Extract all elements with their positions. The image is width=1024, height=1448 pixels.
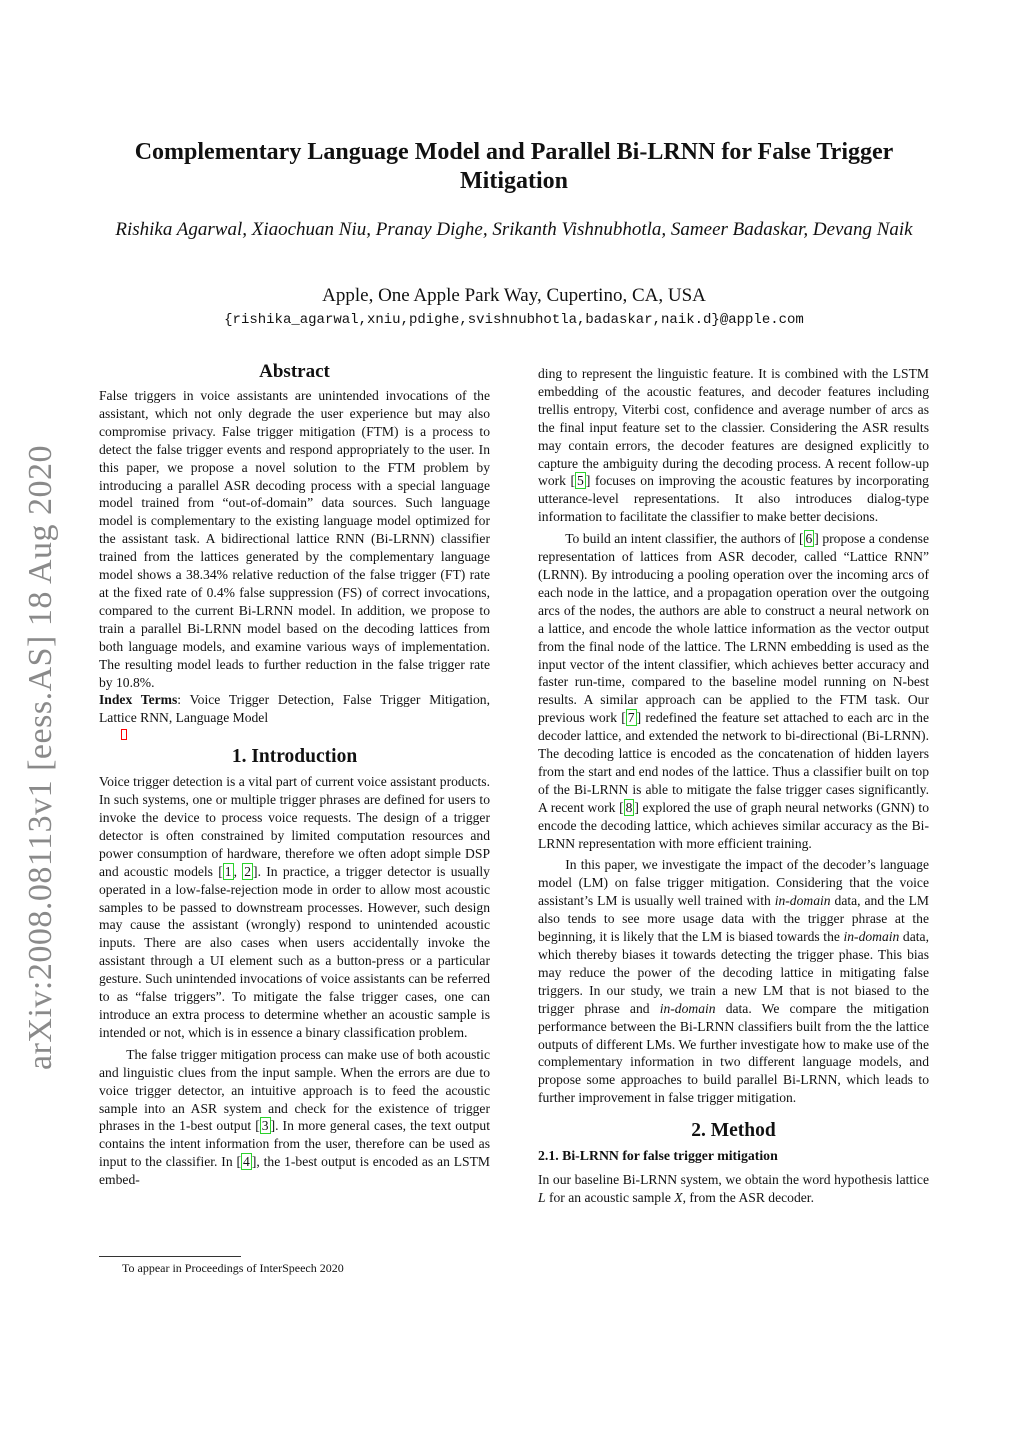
right-p4-text-c: , from the ASR decoder. [682,1190,814,1206]
right-p3-text-d: data. We compare the mitigation performance between the Bi-LRNN classifiers built from the the lattice outputs of different LMs. We further investigate how to make use of the complementary information in two different language models, and propose some approaches to build parallel Bi-LRNN, which leads to further improvement in false trigger mitigation. [538,1000,929,1106]
right-p2-text-cont: propose a condense representation of lattices from ASR decoder, called “Lattice RNN” (LRNN). By introducing a pooling operation over the incoming arcs of each node in the lattice, and a propagation operation over the outgoing arcs of the nodes, the authors are able to construct a neural network on a lattice, and encode the whole lattice information as the vector output from the final node of the lattice. The LRNN embedding is used as the input vector of the intent classifier, which achieves better accuracy and faster run-time, compared to the baseline model running on N-best results. A similar approach can be applied to the FTM task. Our previous work [538,531,929,726]
intro-p2-text-end: , the 1-best output is encoded as an LSTM embed- [99,1154,491,1188]
citation-1[interactable]: 1 [224,863,232,879]
math-L: L [538,1190,546,1206]
intro-heading: 1. Introduction [231,746,358,768]
affiliation: Apple, One Apple Park Way, Cupertino, CA, USA [322,285,706,306]
intro-p2-text: The false trigger mitigation process can make use of both acoustic and linguistic clues from the input sample. When the errors are due to voice trigger detector, an intuitive approach is to feed the acoustic sample into an ASR system and check for the existence of trigger phrases in the 1-best output [99,1046,490,1134]
right-p3-text-c: data, which thereby biases it towards detecting the trigger phase. This bias may reduce the power of the decoding lattice in mitigating false triggers. In our study, we train a new LM that is not biased to the trigger phrase and [538,929,929,1016]
abstract-text: False triggers in voice assistants are unintended invocations of the assistant, which not only degrade the user experience but may also compromise privacy. False trigger mitigation (FTM) is a process to detect the false trigger events and respond appropriately to the user. In this paper, we propose a novel solution to the FTM problem by introducing a parallel ASR decoding process with a special language model trained from “out-of-domain” data sources. Such language model is complementary to the existing language model optimized for the assistant task. A bidirectional lattice RNN (Bi-LRNN) classifier trained from the lattices generated by the complementary language model shows a 38.34% relative reduction of the false trigger (FT) rate at the fixed rate of 0.4% false suppression (FS) of correct invocations, compared to the current Bi-LRNN model. In addition, we propose to train a parallel Bi-LRNN model based on the decoding lattices from both language models, and examine various ways of implementation. The resulting model leads to further reduction in the false trigger rate by 10.8%. [99,388,490,690]
citation-2[interactable]: 2 [244,863,252,879]
citation-7[interactable]: 7 [627,710,635,726]
footnote: To appear in Proceedings of InterSpeech 2020 [122,1261,344,1275]
right-p2-text: To build an intent classifier, the authors of [565,531,799,547]
right-paragraph-1: ding to represent the linguistic feature. It is combined with the LSTM embedding of the acoustic features, and decoder features including trellis entropy, Viterbi cost, confidence and average number of arcs as the final input feature set to the classier. Considering the ASR results may contain errors, the decoder features are designed explicitly to capture the ambiguity during the decoding process. A recent follow-up work [ 5 ] focuses on improving the acoustic features by incorporating utterance-level representations. It also introduces dialog-type information to facilitate the classifier to make better decisions. [538,366,929,525]
citation-8[interactable]: 8 [625,799,633,815]
right-column [538,365,929,1207]
intro-p1-text-cont: . In practice, a trigger detector is usually operated in a low-false-rejection mode in order to allow most acoustic samples to be passed to downstream processes. However, such design may cause the assistant (wrongly) respond to unintended acoustic inputs. There are also cases when users accidentally invoke the assistant through a UI element such as a button-press or a particular gesture. Such unintended invocations of voice assistants can be referred to as “false triggers”. To mitigate the false trigger cases, one can introduce an extra process to determine whether an acoustic sample is intended or not, which is in essence a binary classification problem. [99,863,490,1040]
right-p3-text-b: data, and the LM also tends to see more usage data with the trigger phrase at the beginning, it is likely that the LM is biased towards the [538,893,929,945]
right-p4-text: In our baseline Bi-LRNN system, we obtain the word hypothesis lattice [538,1172,929,1188]
right-p2-text-mid: redefined the feature set attached to each arc in the decoder lattice, and extended the network to bi-directional (Bi-LRNN). The decoding lattice is encoded as the concatenation of hidden layers from the start and end nodes of the lattice. Thus a classifier built on top of the Bi-LRNN is able to mitigate the false trigger cases significantly. A recent work [538,710,929,815]
index-terms-label: Index Terms [99,692,178,708]
citation-3[interactable]: 3 [261,1118,269,1134]
citation-6[interactable]: 6 [805,531,813,547]
right-p1-text-cont: focuses on improving the acoustic features by incorporating utterance-level representations. It also introduces dialog-type information to facilitate the classifier to make better decisions. [538,473,929,525]
right-paragraph-3 [538,856,929,1107]
author-list: Rishika Agarwal, Xiaochuan Niu, Pranay Dighe, Srikanth Vishnubhotla, Sameer Badaskar, Devang Naik [115,219,913,240]
index-terms-text: : Voice Trigger Detection, False Trigger Mitigation, Lattice RNN, Language Model [99,692,490,726]
abstract-heading: Abstract [259,361,330,382]
left-column [99,360,490,1189]
intro-paragraph-1: Voice trigger detection is a vital part of current voice assistant products. In such systems, one or multiple trigger phrases are defined for users to invoke the device to process voice requests. The design of a trigger detector is often constrained by limited computation resources and power consumption of hardware, therefore we often adopt simple DSP and acoustic models [ 1 , 2 ]. In practice, a trigger detector is usually operated in a low-false-rejection mode in order to allow most acoustic samples to be passed to downstream processes. However, such design may cause the assistant (wrongly) respond to unintended acoustic inputs. There are also cases when users accidentally invoke the assistant through a UI element such as a button-press or a particular gesture. Such unintended invocations of voice assistants can be referred to as “false triggers”. To mitigate the false trigger cases, one can introduce an extra process to determine whether an acoustic sample is intended or not, which is in essence a binary classification problem. [99,774,490,1040]
red-marker [121,729,127,740]
italic-in-domain-2: in-domain [843,929,900,945]
citation-separator: , [233,863,243,879]
subsection-heading: 2.1. Bi-LRNN for false trigger mitigation [538,1148,778,1164]
intro-paragraph-2: The false trigger mitigation process can make use of both acoustic and linguistic clues from the input sample. When the errors are due to voice trigger detector, an intuitive approach is to feed the acoustic sample into an ASR system and check for the existence of trigger phrases in the 1-best output [ 3 ]. In more general cases, the text output contains the intent information from the user, therefore can be used as input to the classifier. In [ 4 ], the 1-best output is encoded as an LSTM embed- [99,1046,491,1188]
footnote-rule [99,1256,241,1257]
right-p4-text-b: for an acoustic sample [545,1190,675,1206]
right-p2-text-end: explored the use of graph neural networks (GNN) to encode the decoding lattice, which achieves similar accuracy as the Bi-LRNN representation with more efficient training. [538,799,929,851]
right-p1-text: ding to represent the linguistic feature. It is combined with the LSTM embedding of the acoustic features, and decoder features including trellis entropy, Viterbi cost, confidence and average number of arcs as the final input feature set to the classier. Considering the ASR results may contain errors, the decoder features are designed explicitly to capture the ambiguity during the decoding process. A recent follow-up work [538,366,929,489]
citation-4[interactable]: 4 [243,1154,250,1170]
arxiv-identifier: arXiv:2008.08113v1 [eess.AS] 18 Aug 2020 [22,444,59,1070]
index-terms [99,691,490,727]
author-emails: {rishika_agarwal,xniu,pdighe,svishnubhotla,badaskar,naik.d}@apple.com [224,312,804,328]
method-heading: 2. Method [691,1120,776,1142]
red-marker-row [99,727,490,743]
right-paragraph-4 [538,1171,929,1207]
intro-p2-text-cont: . In more general cases, the text output contains the intent information from the user, therefore can be used as input to the classifier. In [99,1118,490,1170]
math-X: X [674,1190,683,1206]
italic-in-domain-1: in-domain [774,893,831,909]
citation-5[interactable]: 5 [577,473,584,489]
right-paragraph-2: To build an intent classifier, the authors of [ 6 ] propose a condense representation of lattices from ASR decoder, called “Lattice RNN” (LRNN). By introducing a pooling operation over the incoming arcs of each node in the lattice, and a propagation operation over the outgoing arcs of the nodes, the authors are able to construct a neural network on a lattice, and encode the whole lattice information as the vector output from the final node of the lattice. The LRNN embedding is used as the input vector of the intent classifier, which achieves better accuracy and faster run-time, compared to the baseline model running on N-best results. A similar approach can be applied to the FTM task. Our previous work [ 7 ] redefined the feature set attached to each arc in the decoder lattice, and extended the network to bi-directional (Bi-LRNN). The decoding lattice is encoded as the concatenation of hidden layers from the start and end nodes of the lattice. Thus a classifier built on top of the Bi-LRNN is able to mitigate the false trigger cases significantly. A recent work [ 8 ] explored the use of graph neural networks (GNN) to encode the decoding lattice, which achieves similar accuracy as the Bi-LRNN representation with more efficient training. [538,531,929,851]
right-p3-text: In this paper, we investigate the impact of the decoder’s language model (LM) on false trigger mitigation. Considering that the voice assistant’s LM is usually well trained with [538,857,929,909]
paper-title: Complementary Language Model and Parallel Bi-LRNN for False Trigger Mitigation [134,139,894,194]
intro-p1-text: Voice trigger detection is a vital part of current voice assistant products. In such systems, one or multiple trigger phrases are defined for users to invoke the device to process voice requests. The design of a trigger detector is often constrained by limited computation resources and power consumption of hardware, therefore we often adopt simple DSP and acoustic models [99,774,490,879]
italic-in-domain-3: in-domain [659,1000,716,1016]
